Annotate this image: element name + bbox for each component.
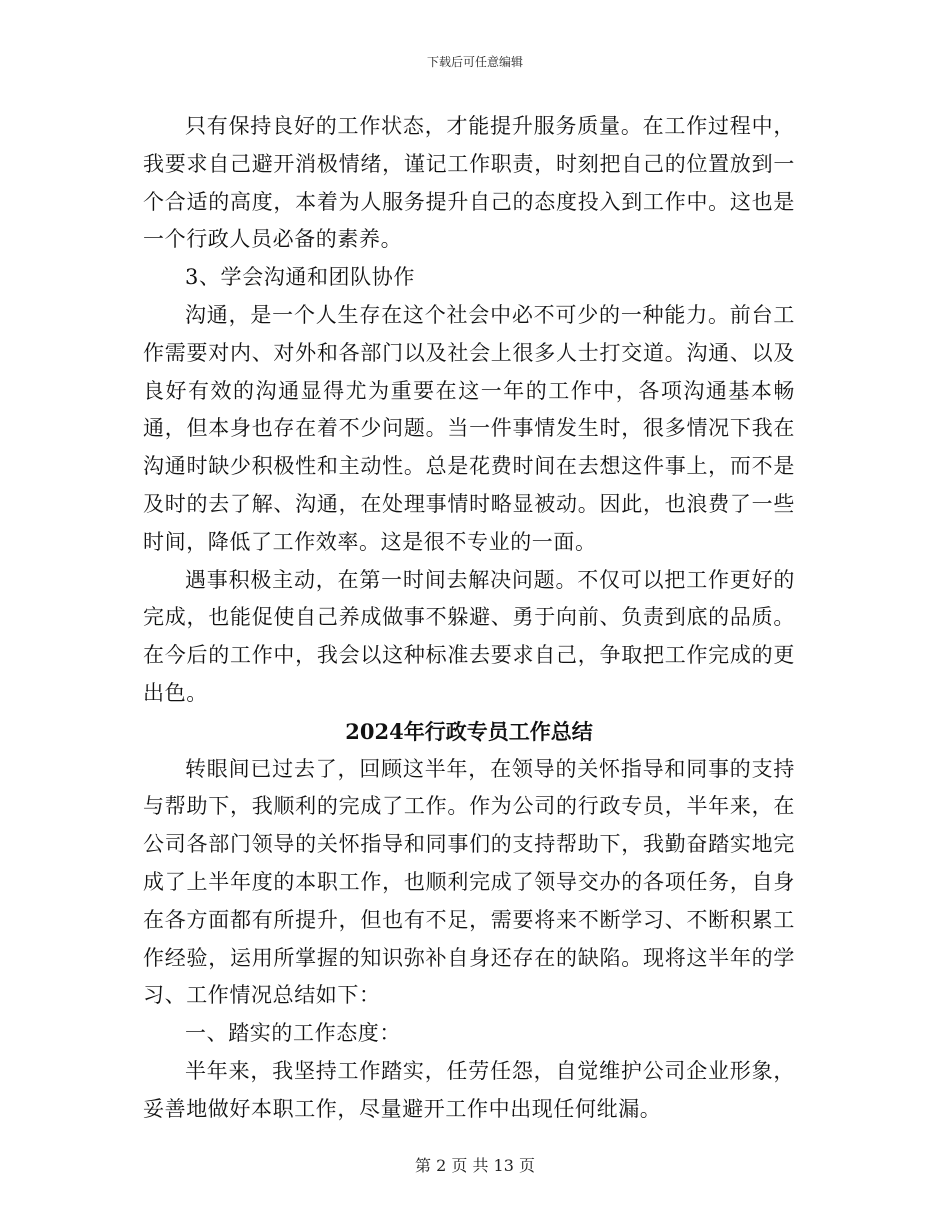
paragraph-proactive: 遇事积极主动，在第一时间去解决问题。不仅可以把工作更好的完成，也能促使自己养成做事不躲避、勇于向前、负责到底的品质。在今后的工作中，我会以这种标准去要求自己，争取把工作完成的更出色。 [143,567,795,705]
paragraph-work-attitude: 半年来，我坚持工作踏实，任劳任怨，自觉维护公司企业形象，妥善地做好本职工作，尽量避开工作中出现任何纰漏。 [143,1058,795,1121]
heading-work-attitude: 一、踏实的工作态度： [185,1021,401,1046]
page-footer: 第 2 页 共 13 页 [415,1156,535,1175]
document-body [143,108,795,1129]
paragraph-work-state: 只有保持良好的工作状态，才能提升服务质量。在工作过程中，我要求自己避开消极情绪，谨记工作职责，时刻把自己的位置放到一个合适的高度，本着为人服务提升自己的态度投入到工作中。这也是一个行政人员必备的素养。 [143,114,795,252]
paragraph-communication: 沟通，是一个人生存在这个社会中必不可少的一种能力。前台工作需要对内、对外和各部门以及社会上很多人士打交道。沟通、以及良好有效的沟通显得尤为重要在这一年的工作中，各项沟通基本畅通，但本身也存在着不少问题。当一件事情发生时，很多情况下我在沟通时缺少积极性和主动性。总是花费时间在去想这件事上，而不是及时的去了解、沟通，在处理事情时略显被动。因此，也浪费了一些时间，降低了工作效率。这是很不专业的一面。 [143,302,795,554]
section-title: 2024年行政专员工作总结 [345,718,593,744]
paragraph-half-year-review: 转眼间已过去了，回顾这半年，在领导的关怀指导和同事的支持与帮助下，我顺利的完成了工作。作为公司的行政专员，半年来，在公司各部门领导的关怀指导和同事们的支持帮助下，我勤奋踏实地完成了上半年度的本职工作，也顺利完成了领导交办的各项任务，自身在各方面都有所提升，但也有不足，需要将来不断学习、不断积累工作经验，运用所掌握的知识弥补自身还存在的缺陷。现将这半年的学习、工作情况总结如下： [143,756,795,1008]
heading-communication: 3、学会沟通和团队协作 [185,265,415,290]
page-header: 下载后可任意编辑 [426,55,523,69]
